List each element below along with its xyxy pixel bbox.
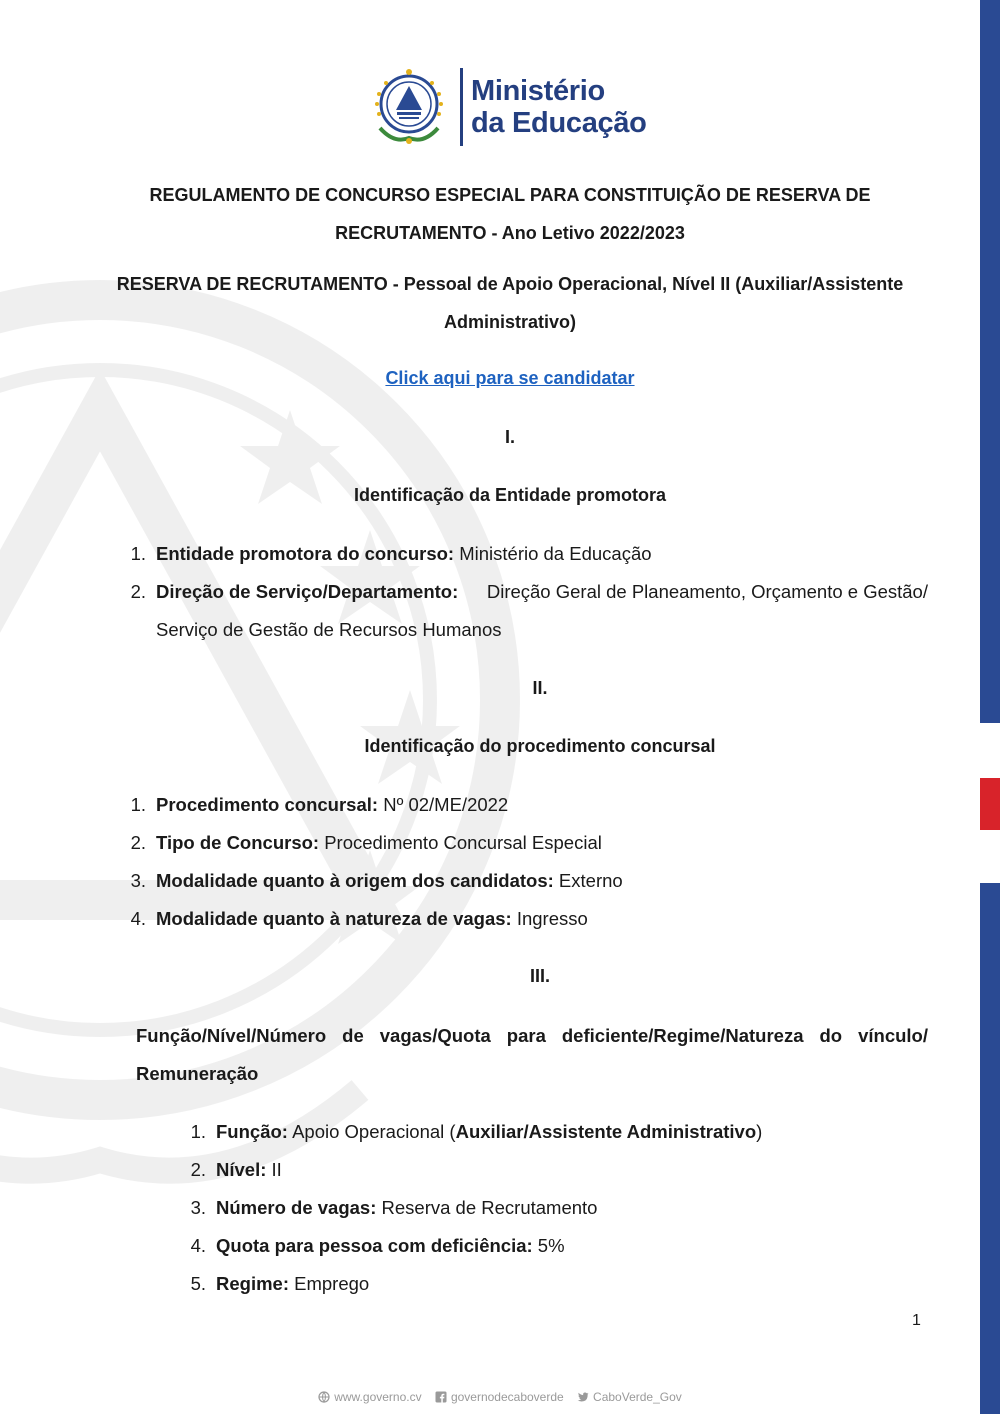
list-item-value: Apoio Operacional (: [287, 1121, 456, 1142]
list-item-number: 4.: [190, 1235, 206, 1256]
logo-text-line1: Ministério: [471, 75, 605, 107]
section-2-list: [130, 786, 928, 938]
list-item-number: 4.: [130, 908, 146, 929]
section-1-list: [130, 535, 928, 649]
document-title: [100, 176, 920, 252]
list-item: [130, 900, 928, 938]
ministry-wordmark: [471, 75, 647, 139]
logo-text-line2: da Educação: [471, 107, 647, 139]
section-1-heading: Identificação da Entidade promotora: [353, 485, 667, 505]
list-item: [190, 1227, 928, 1265]
apply-link-wrapper: [100, 368, 920, 389]
list-item-label: Direção de Serviço/Departamento:: [156, 581, 459, 602]
logo-divider: [460, 68, 463, 146]
list-item-number: 1.: [130, 543, 146, 564]
section-3-heading-line-1: Função/Nível/Número de vagas/Quota para deficiente/Regime/Natureza do vínculo/: [136, 1025, 928, 1046]
footer-twitter[interactable]: [577, 1390, 682, 1404]
list-item-value: Ministério da Educação: [454, 543, 652, 564]
list-item-number: 1.: [190, 1121, 206, 1142]
list-item-label: Modalidade quanto à origem dos candidatos:: [156, 870, 554, 891]
section-1-numeral: I.: [504, 427, 515, 447]
list-item-label: Quota para pessoa com deficiência:: [216, 1235, 533, 1256]
list-item-value-continued: Serviço de Gestão de Recursos Humanos: [156, 619, 502, 640]
list-item-label: Modalidade quanto à natureza de vagas:: [156, 908, 512, 929]
footer-website-text: www.governo.cv: [334, 1390, 422, 1404]
list-item-number: 1.: [130, 794, 146, 815]
list-item-value: Externo: [553, 870, 623, 891]
apply-link[interactable]: Click aqui para se candidatar: [385, 368, 635, 388]
edge-bar-blue-top: [980, 0, 1000, 723]
list-item-value: II: [266, 1159, 282, 1180]
list-item: [190, 1151, 928, 1189]
subtitle-line-1: RESERVA DE RECRUTAMENTO - Pessoal de Apoio Operacional, Nível II (Auxiliar/Assistente: [116, 274, 904, 294]
list-item-value: 5%: [532, 1235, 565, 1256]
list-item-value: Nº 02/ME/2022: [378, 794, 509, 815]
list-item: [190, 1113, 928, 1151]
list-item: [190, 1265, 928, 1303]
section-2-heading: Identificação do procedimento concursal: [364, 736, 716, 756]
list-item: [130, 573, 928, 649]
title-line-1: REGULAMENTO DE CONCURSO ESPECIAL PARA CONSTITUIÇÃO DE RESERVA DE: [149, 185, 871, 205]
section-3-heading-line-2: Remuneração: [136, 1063, 259, 1084]
page-number: 1: [912, 1312, 921, 1329]
list-item-label: Regime:: [216, 1273, 289, 1294]
list-item-label: Função:: [216, 1121, 288, 1142]
national-seal-icon: [366, 64, 452, 150]
section-3-list: [190, 1113, 928, 1303]
edge-bar-blue-bottom: [980, 883, 1000, 1414]
list-item: [130, 862, 928, 900]
section-3-heading: [136, 1017, 928, 1093]
list-item-label: Entidade promotora do concurso:: [156, 543, 455, 564]
list-item-number: 5.: [190, 1273, 206, 1294]
list-item: [130, 786, 928, 824]
list-item-value-bold: Auxiliar/Assistente Administrativo: [455, 1121, 757, 1142]
section-3-numeral: III.: [529, 966, 550, 986]
list-item-number: 2.: [130, 581, 146, 602]
list-item: [190, 1189, 928, 1227]
footer-facebook-text: governodecaboverde: [450, 1390, 564, 1404]
list-item: [130, 824, 928, 862]
list-item-number: 2.: [130, 832, 146, 853]
list-item-number: 2.: [190, 1159, 206, 1180]
list-item-value: Ingresso: [511, 908, 588, 929]
list-item-value: Emprego: [289, 1273, 370, 1294]
twitter-icon: [577, 1391, 589, 1403]
document-subtitle: [100, 265, 920, 341]
facebook-icon: [435, 1391, 447, 1403]
list-item-value: Reserva de Recrutamento: [376, 1197, 598, 1218]
ministry-logo: [366, 64, 647, 150]
list-item-number: 3.: [130, 870, 146, 891]
edge-bar-red: [980, 778, 1000, 830]
footer-website[interactable]: [318, 1390, 421, 1404]
list-item: [130, 535, 928, 573]
section-2-numeral: II.: [532, 678, 548, 698]
list-item-number: 3.: [190, 1197, 206, 1218]
title-line-2: RECRUTAMENTO - Ano Letivo 2022/2023: [335, 223, 685, 243]
list-item-label: Procedimento concursal:: [156, 794, 379, 815]
footer: [0, 1390, 1000, 1406]
list-item-label: Tipo de Concurso:: [156, 832, 320, 853]
footer-twitter-text: CaboVerde_Gov: [593, 1390, 682, 1404]
subtitle-line-2: Administrativo): [443, 312, 576, 332]
list-item-label: Nível:: [216, 1159, 267, 1180]
list-item-value-end: ): [756, 1121, 763, 1142]
globe-icon: [318, 1391, 330, 1403]
list-item-label: Número de vagas:: [216, 1197, 377, 1218]
list-item-value: Procedimento Concursal Especial: [319, 832, 602, 853]
footer-facebook[interactable]: [435, 1390, 564, 1404]
list-item-value: Direção Geral de Planeamento, Orçamento e Gestão/: [481, 581, 928, 602]
